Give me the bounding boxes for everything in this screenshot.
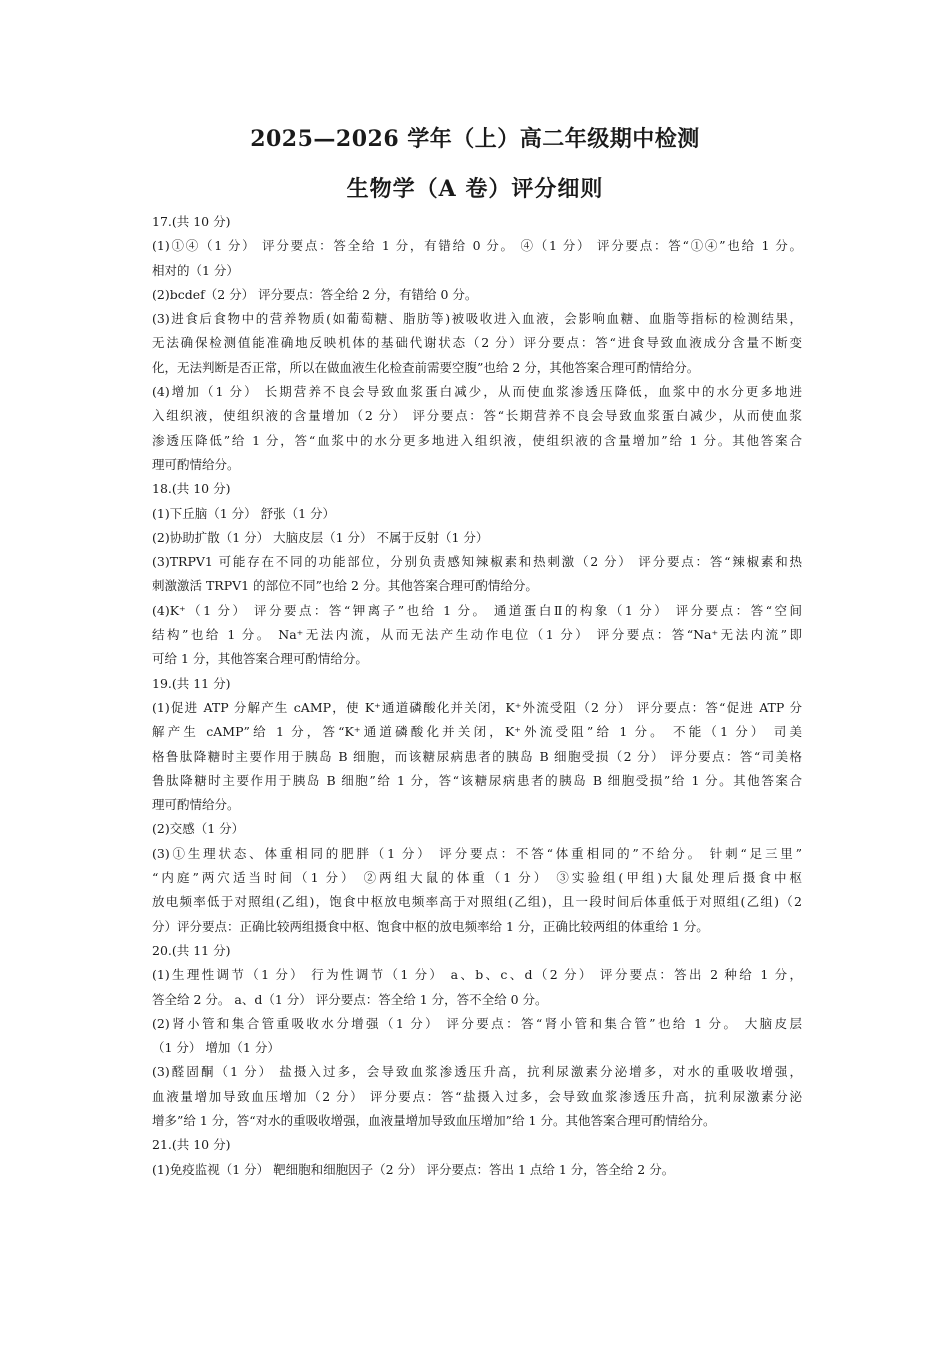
rule-line: (1)免疫监视（1 分） 靶细胞和细胞因子（2 分） 评分要点：答出 1 点给 1 分，答全给 2 分。 (152, 1161, 675, 1177)
question-heading: 21.(共 10 分) (152, 1137, 231, 1153)
rule-line: 结构”也给 1 分。 Na⁺无法内流，从而无法产生动作电位（1 分） 评分要点：答“Na⁺无法内流”即 (152, 627, 802, 643)
rule-line: (4)K⁺（1 分） 评分要点：答“钾离子”也给 1 分。 通道蛋白Ⅱ的构象（1 分） 评分要点：答“空间 (152, 602, 802, 618)
rule-line: (1)①④（1 分） 评分要点：答全给 1 分，有错给 0 分。 ④（1 分） 评分要点：答“①④”也给 1 分。 (152, 238, 802, 254)
rule-line: (1)下丘脑（1 分） 舒张（1 分） (152, 505, 336, 521)
document-title: 2025—2026 学年（上）高二年级期中检测 (250, 126, 700, 152)
rule-line: （1 分） 增加（1 分） (152, 1040, 280, 1056)
question-heading: 20.(共 11 分) (152, 942, 231, 958)
scoring-rules-body (152, 210, 802, 1182)
rule-line: 理可酌情给分。 (152, 456, 240, 472)
rule-line: (2)bcdef（2 分） 评分要点：答全给 2 分，有错给 0 分。 (152, 286, 478, 302)
rule-line: (2)肾小管和集合管重吸收水分增强（1 分） 评分要点：答“肾小管和集合管”也给 1 分。 大脑皮层 (152, 1015, 802, 1031)
rule-line: 可给 1 分，其他答案合理可酌情给分。 (152, 651, 368, 667)
rule-line: 理可酌情给分。 (152, 797, 240, 813)
document-subtitle: 生物学（A 卷）评分细则 (346, 176, 604, 202)
rule-line: 放电频率低于对照组(乙组)，饱食中枢放电频率高于对照组(乙组)，且一段时间后体重低于对照组(乙组)（2 (152, 894, 802, 910)
rule-line: (1)促进 ATP 分解产生 cAMP，使 K⁺通道磷酸化并关闭，K⁺外流受阻（2 分） 评分要点：答“促进 ATP 分 (152, 699, 802, 715)
rule-line: (3)进食后食物中的营养物质(如葡萄糖、脂肪等)被吸收进入血液，会影响血糖、血脂等指标的检测结果， (152, 311, 802, 327)
rule-line: (3)TRPV1 可能存在不同的功能部位，分别负责感知辣椒素和热刺激（2 分） 评分要点：答“辣椒素和热 (152, 554, 802, 570)
question-heading: 17.(共 10 分) (152, 214, 231, 229)
rule-line: 血液量增加导致血压增加（2 分） 评分要点：答“盐摄入过多，会导致血浆渗透压升高，抗利尿激素分泌 (152, 1088, 802, 1104)
rule-line: 答全给 2 分。 a、d（1 分） 评分要点：答全给 1 分，答不全给 0 分。 (152, 991, 548, 1007)
rule-line: (4)增加（1 分） 长期营养不良会导致血浆蛋白减少，从而使血浆渗透压降低，血浆中的水分更多地进 (152, 384, 802, 400)
question-heading: 18.(共 10 分) (152, 481, 231, 497)
rule-line: 入组织液，使组织液的含量增加（2 分） 评分要点：答“长期营养不良会导致血浆蛋白减少，从而使血浆 (152, 408, 802, 424)
rule-line: (2)交感（1 分） (152, 821, 245, 837)
rule-line: 格鲁肽降糖时主要作用于胰岛 B 细胞，而该糖尿病患者的胰岛 B 细胞受损（2 分） 评分要点：答“司美格 (152, 748, 802, 764)
rule-line: “内庭”两穴适当时间（1 分） ②两组大鼠的体重（1 分） ③实验组(甲组)大鼠处理后摄食中枢 (152, 870, 802, 886)
rule-line: 化，无法判断是否正常，所以在做血液生化检查前需要空腹”也给 2 分，其他答案合理可酌情给分。 (152, 359, 700, 375)
rule-line: 增多”给 1 分，答“对水的重吸收增强，血液量增加导致血压增加”给 1 分。其他答案合理可酌情给分。 (152, 1112, 716, 1128)
rule-line: (1)生理性调节（1 分） 行为性调节（1 分） a、b、c、d（2 分） 评分要点：答出 2 种给 1 分， (152, 967, 802, 983)
rule-line: 解产生 cAMP”给 1 分，答“K⁺通道磷酸化并关闭，K⁺外流受阻”给 1 分。 不能（1 分） 司美 (152, 724, 802, 740)
rule-line: 鲁肽降糖时主要作用于胰岛 B 细胞”给 1 分，答“该糖尿病患者的胰岛 B 细胞受损”给 1 分。其他答案合 (152, 772, 802, 788)
question-heading: 19.(共 11 分) (152, 675, 231, 691)
rule-line: 分）评分要点：正确比较两组摄食中枢、饱食中枢的放电频率给 1 分，正确比较两组的体重给 1 分。 (152, 918, 709, 934)
rule-line: 相对的（1 分） (152, 262, 239, 278)
rule-line: (2)协助扩散（1 分） 大脑皮层（1 分） 不属于反射（1 分） (152, 529, 489, 545)
rule-line: (3)①生理状态、体重相同的肥胖（1 分） 评分要点：不答“体重相同的”不给分。 针刺“足三里” (152, 845, 802, 861)
rule-line: 无法确保检测值能准确地反映机体的基础代谢状态（2 分）评分要点：答“进食导致血液成分含量不断变 (152, 335, 802, 351)
rule-line: 渗透压降低”给 1 分，答“血浆中的水分更多地进入组织液，使组织液的含量增加”给 1 分。其他答案合 (152, 432, 802, 448)
rule-line: (3)醛固酮（1 分） 盐摄入过多，会导致血浆渗透压升高，抗利尿激素分泌增多，对水的重吸收增强， (152, 1064, 802, 1080)
rule-line: 刺激激活 TRPV1 的部位不同”也给 2 分。其他答案合理可酌情给分。 (152, 578, 538, 594)
